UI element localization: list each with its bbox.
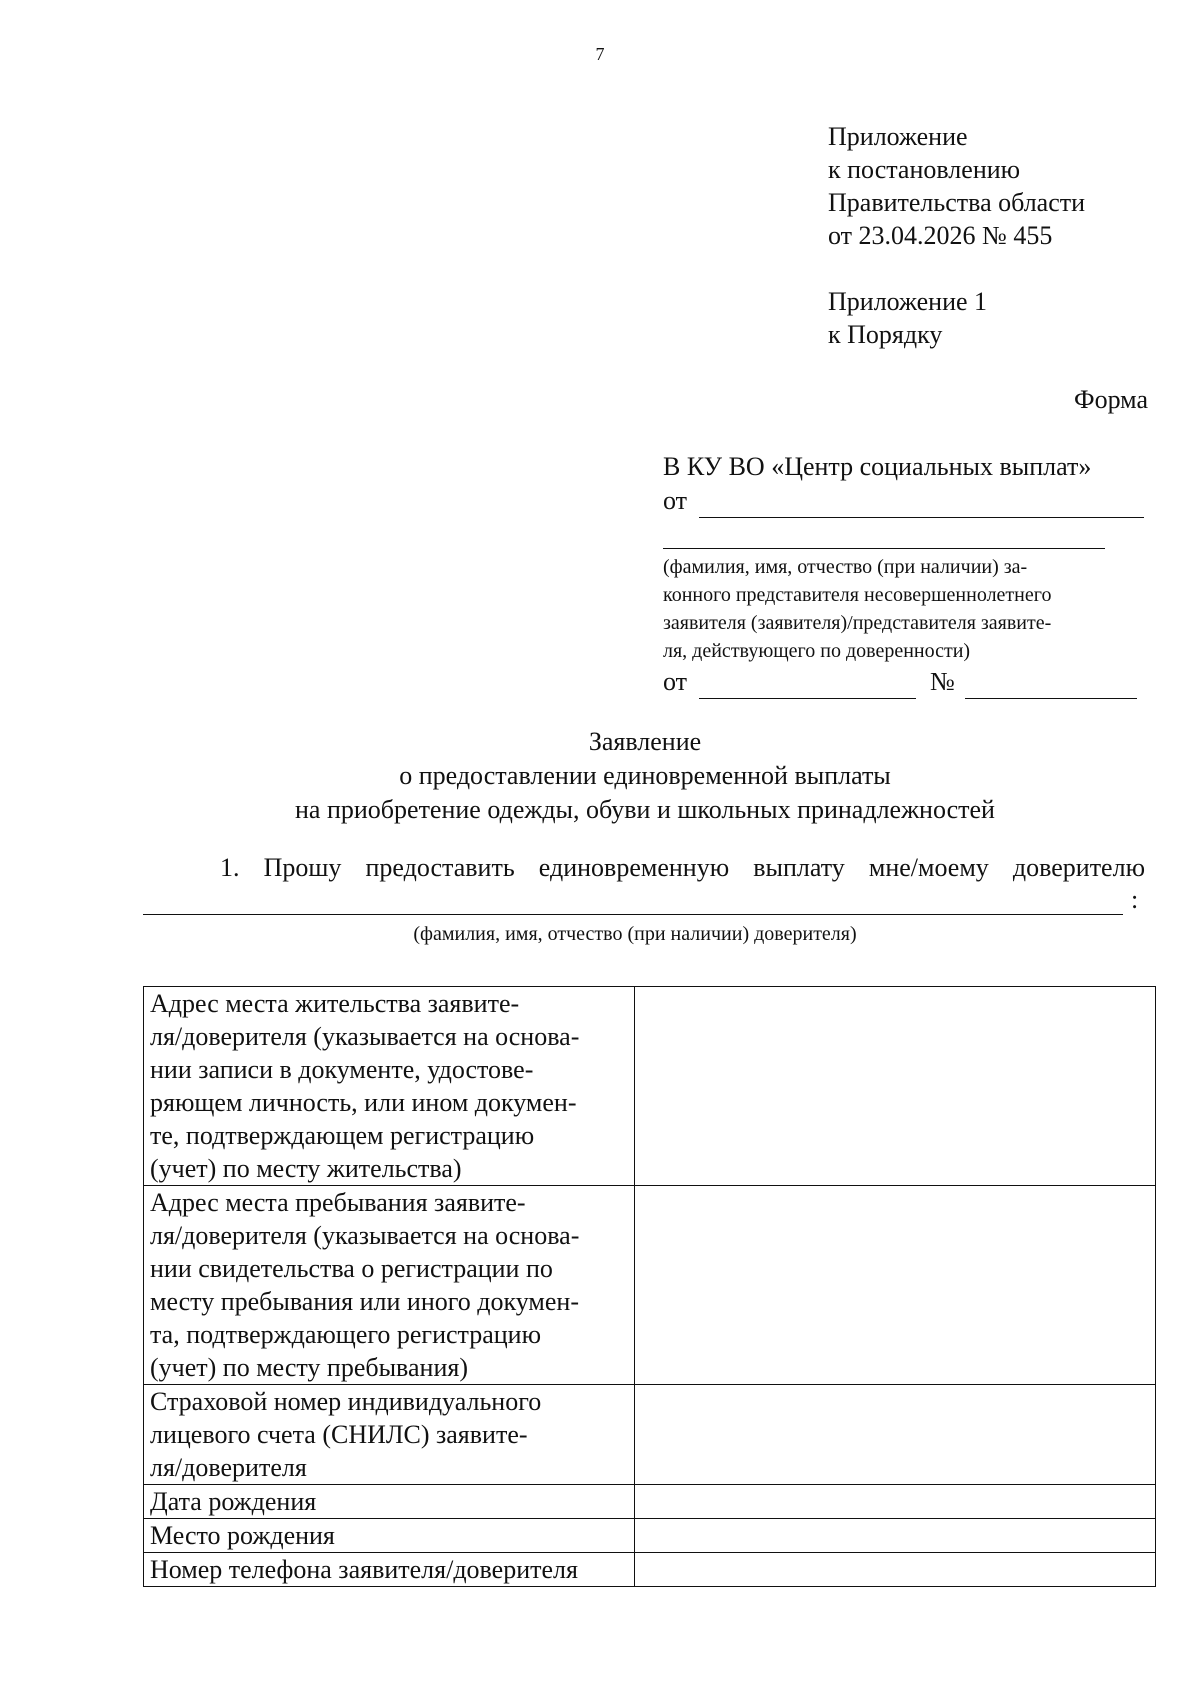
caption-line: заявителя (заявителя)/представителя заявите-	[663, 612, 1052, 634]
addressee-caption	[663, 553, 1153, 665]
row-label-birth-date	[144, 1485, 635, 1519]
table-row	[144, 987, 1156, 1186]
table-row	[144, 1519, 1156, 1553]
value-residence-address[interactable]	[635, 987, 1156, 1186]
appendix-2-line: к Порядку	[828, 320, 943, 349]
appendix-block	[828, 120, 1085, 252]
label-line: Страховой номер индивидуального	[150, 1387, 542, 1416]
row-label-residence-address	[144, 987, 635, 1186]
trustee-colon: :	[1131, 885, 1139, 914]
form-label: Форма	[1074, 385, 1148, 414]
table-row	[144, 1553, 1156, 1587]
appendix-2-block	[828, 285, 987, 351]
title-line: о предоставлении единовременной выплаты	[399, 761, 891, 790]
label-line: Номер телефона заявителя/доверителя	[150, 1555, 578, 1584]
document-date-field[interactable]	[699, 672, 916, 699]
row-label-snils	[144, 1385, 635, 1485]
para-word: Прошу	[263, 853, 342, 882]
label-line: (учет) по месту пребывания)	[150, 1353, 468, 1382]
document-number-label: №	[930, 667, 955, 696]
addressee-from-label: от	[663, 486, 688, 515]
label-line: лицевого счета (СНИЛС) заявите-	[150, 1420, 528, 1449]
label-line: Место рождения	[150, 1521, 335, 1550]
caption-line: (фамилия, имя, отчество (при наличии) за-	[663, 556, 1028, 578]
applicant-info-table	[143, 986, 1156, 1587]
row-label-birth-place	[144, 1519, 635, 1553]
label-line: (учет) по месту жительства)	[150, 1154, 462, 1183]
caption-line: конного представителя несовершеннолетнего	[663, 584, 1052, 606]
title-line: Заявление	[588, 727, 702, 756]
label-line: Дата рождения	[150, 1487, 317, 1516]
addressee-to: В КУ ВО «Центр социальных выплат»	[663, 452, 1092, 481]
value-snils[interactable]	[635, 1385, 1156, 1485]
addressee-block	[663, 450, 1153, 699]
document-number-field[interactable]	[965, 672, 1137, 699]
caption-line: ля, действующего по доверенности)	[663, 640, 971, 662]
addressee-from-row	[663, 484, 1153, 518]
table-row	[144, 1186, 1156, 1385]
appendix-line: от 23.04.2026 № 455	[828, 221, 1053, 250]
para-word: предоставить	[365, 853, 515, 882]
document-title	[0, 725, 1200, 827]
label-line: нии записи в документе, удостове-	[150, 1055, 534, 1084]
para-word: доверителю	[1012, 853, 1145, 882]
document-row	[663, 665, 1153, 699]
value-birth-date[interactable]	[635, 1485, 1156, 1519]
addressee-name-row2	[663, 522, 1153, 549]
trustee-name-row	[143, 885, 1143, 915]
trustee-name-field[interactable]	[143, 888, 1123, 915]
label-line: ля/доверителя (указывается на основа-	[150, 1221, 580, 1250]
label-line: ряющем личность, или ином докумен-	[150, 1088, 577, 1117]
label-line: ля/доверителя (указывается на основа-	[150, 1022, 580, 1051]
appendix-2-line: Приложение 1	[828, 287, 988, 316]
value-phone[interactable]	[635, 1553, 1156, 1587]
appendix-line: Приложение	[828, 122, 968, 151]
paragraph-1	[220, 853, 1145, 883]
trustee-caption: (фамилия, имя, отчество (при наличии) доверителя)	[413, 923, 857, 945]
value-stay-address[interactable]	[635, 1186, 1156, 1385]
para-word: мне/моему	[868, 853, 989, 882]
para-word: 1.	[220, 853, 240, 882]
appendix-line: к постановлению	[828, 155, 1021, 184]
table-row	[144, 1385, 1156, 1485]
label-line: та, подтверждающего регистрацию	[150, 1320, 542, 1349]
title-line: на приобретение одежды, обуви и школьных принадлежностей	[295, 795, 995, 824]
label-line: Адрес места жительства заявите-	[150, 989, 520, 1018]
applicant-name-field-2[interactable]	[663, 522, 1105, 549]
applicant-name-field[interactable]	[699, 491, 1144, 518]
label-line: ля/доверителя	[150, 1453, 307, 1482]
page-number: 7	[595, 44, 605, 64]
table-row	[144, 1485, 1156, 1519]
para-word: выплату	[753, 853, 845, 882]
label-line: нии свидетельства о регистрации по	[150, 1254, 553, 1283]
row-label-stay-address	[144, 1186, 635, 1385]
label-line: Адрес места пребывания заявите-	[150, 1188, 526, 1217]
value-birth-place[interactable]	[635, 1519, 1156, 1553]
appendix-line: Правительства области	[828, 188, 1086, 217]
label-line: месту пребывания или иного докумен-	[150, 1287, 579, 1316]
row-label-phone	[144, 1553, 635, 1587]
label-line: те, подтверждающем регистрацию	[150, 1121, 535, 1150]
para-word: единовременную	[538, 853, 730, 882]
document-date-label: от	[663, 667, 688, 696]
